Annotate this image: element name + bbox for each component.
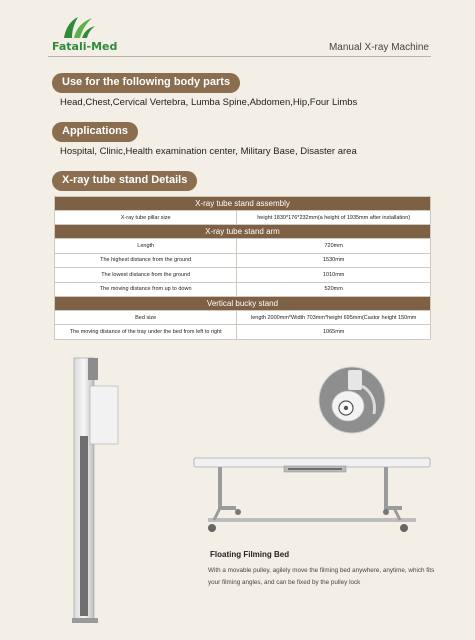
brand-name: Fatali-Med <box>52 40 118 53</box>
table-row <box>55 268 431 282</box>
table-row <box>55 310 431 324</box>
table-row <box>55 325 431 339</box>
table-cell-value: 520mm <box>237 282 431 296</box>
table-cell-value: 1065mm <box>237 325 431 339</box>
section-heading-details: X-ray tube stand Details <box>52 171 197 191</box>
table-section-row <box>55 225 431 239</box>
table-cell-value: 720mm <box>237 239 431 253</box>
table-section-row <box>55 296 431 310</box>
table-cell-value: height 1830*176*232mm(a height of 1935mm after installation) <box>237 211 431 225</box>
table-row <box>55 253 431 267</box>
table-cell-value: 1010mm <box>237 268 431 282</box>
table-section-row <box>55 197 431 211</box>
table-row <box>55 282 431 296</box>
spec-table <box>54 196 431 340</box>
brand-logo-icon <box>60 14 96 40</box>
table-section-title: X-ray tube stand assembly <box>55 197 431 211</box>
applications-text: Hospital, Clinic,Health examination center, Military Base, Disaster area <box>60 146 357 157</box>
table-cell-value: 1530mm <box>237 253 431 267</box>
table-section-title: Vertical bucky stand <box>55 296 431 310</box>
document-title: Manual X-ray Machine <box>328 42 429 53</box>
table-row <box>55 239 431 253</box>
header-divider <box>48 56 431 57</box>
bed-description: With a movable pulley, agilely move the filming bed anywhere, anytime, which fits your filming angles, and can be fixed by the pulley lock <box>208 567 435 586</box>
body-parts-text: Head,Chest,Cervical Vertebra, Lumba Spine,Abdomen,Hip,Four Limbs <box>60 97 358 108</box>
table-section-title: X-ray tube stand arm <box>55 225 431 239</box>
floating-filming-bed-image <box>190 446 435 538</box>
table-cell-label: Length <box>55 239 237 253</box>
table-cell-label: The highest distance from the ground <box>55 253 237 267</box>
table-cell-label: The moving distance of the tray under the bed from left to right <box>55 325 237 339</box>
bed-title: Floating Filming Bed <box>210 550 290 559</box>
section-heading-applications: Applications <box>52 122 138 142</box>
table-cell-label: The moving distance from up to down <box>55 282 237 296</box>
pulley-lock-closeup-image <box>318 366 386 434</box>
section-heading-body-parts: Use for the following body parts <box>52 73 240 93</box>
table-cell-value: length 2000mm*Width 703mm*height 695mm(Castor height 150mm <box>237 310 431 324</box>
xray-tube-stand-image <box>60 356 120 626</box>
table-row <box>55 211 431 225</box>
table-cell-label: Bed size <box>55 310 237 324</box>
table-cell-label: X-ray tube pillar size <box>55 211 237 225</box>
table-cell-label: The lowest distance from the ground <box>55 268 237 282</box>
